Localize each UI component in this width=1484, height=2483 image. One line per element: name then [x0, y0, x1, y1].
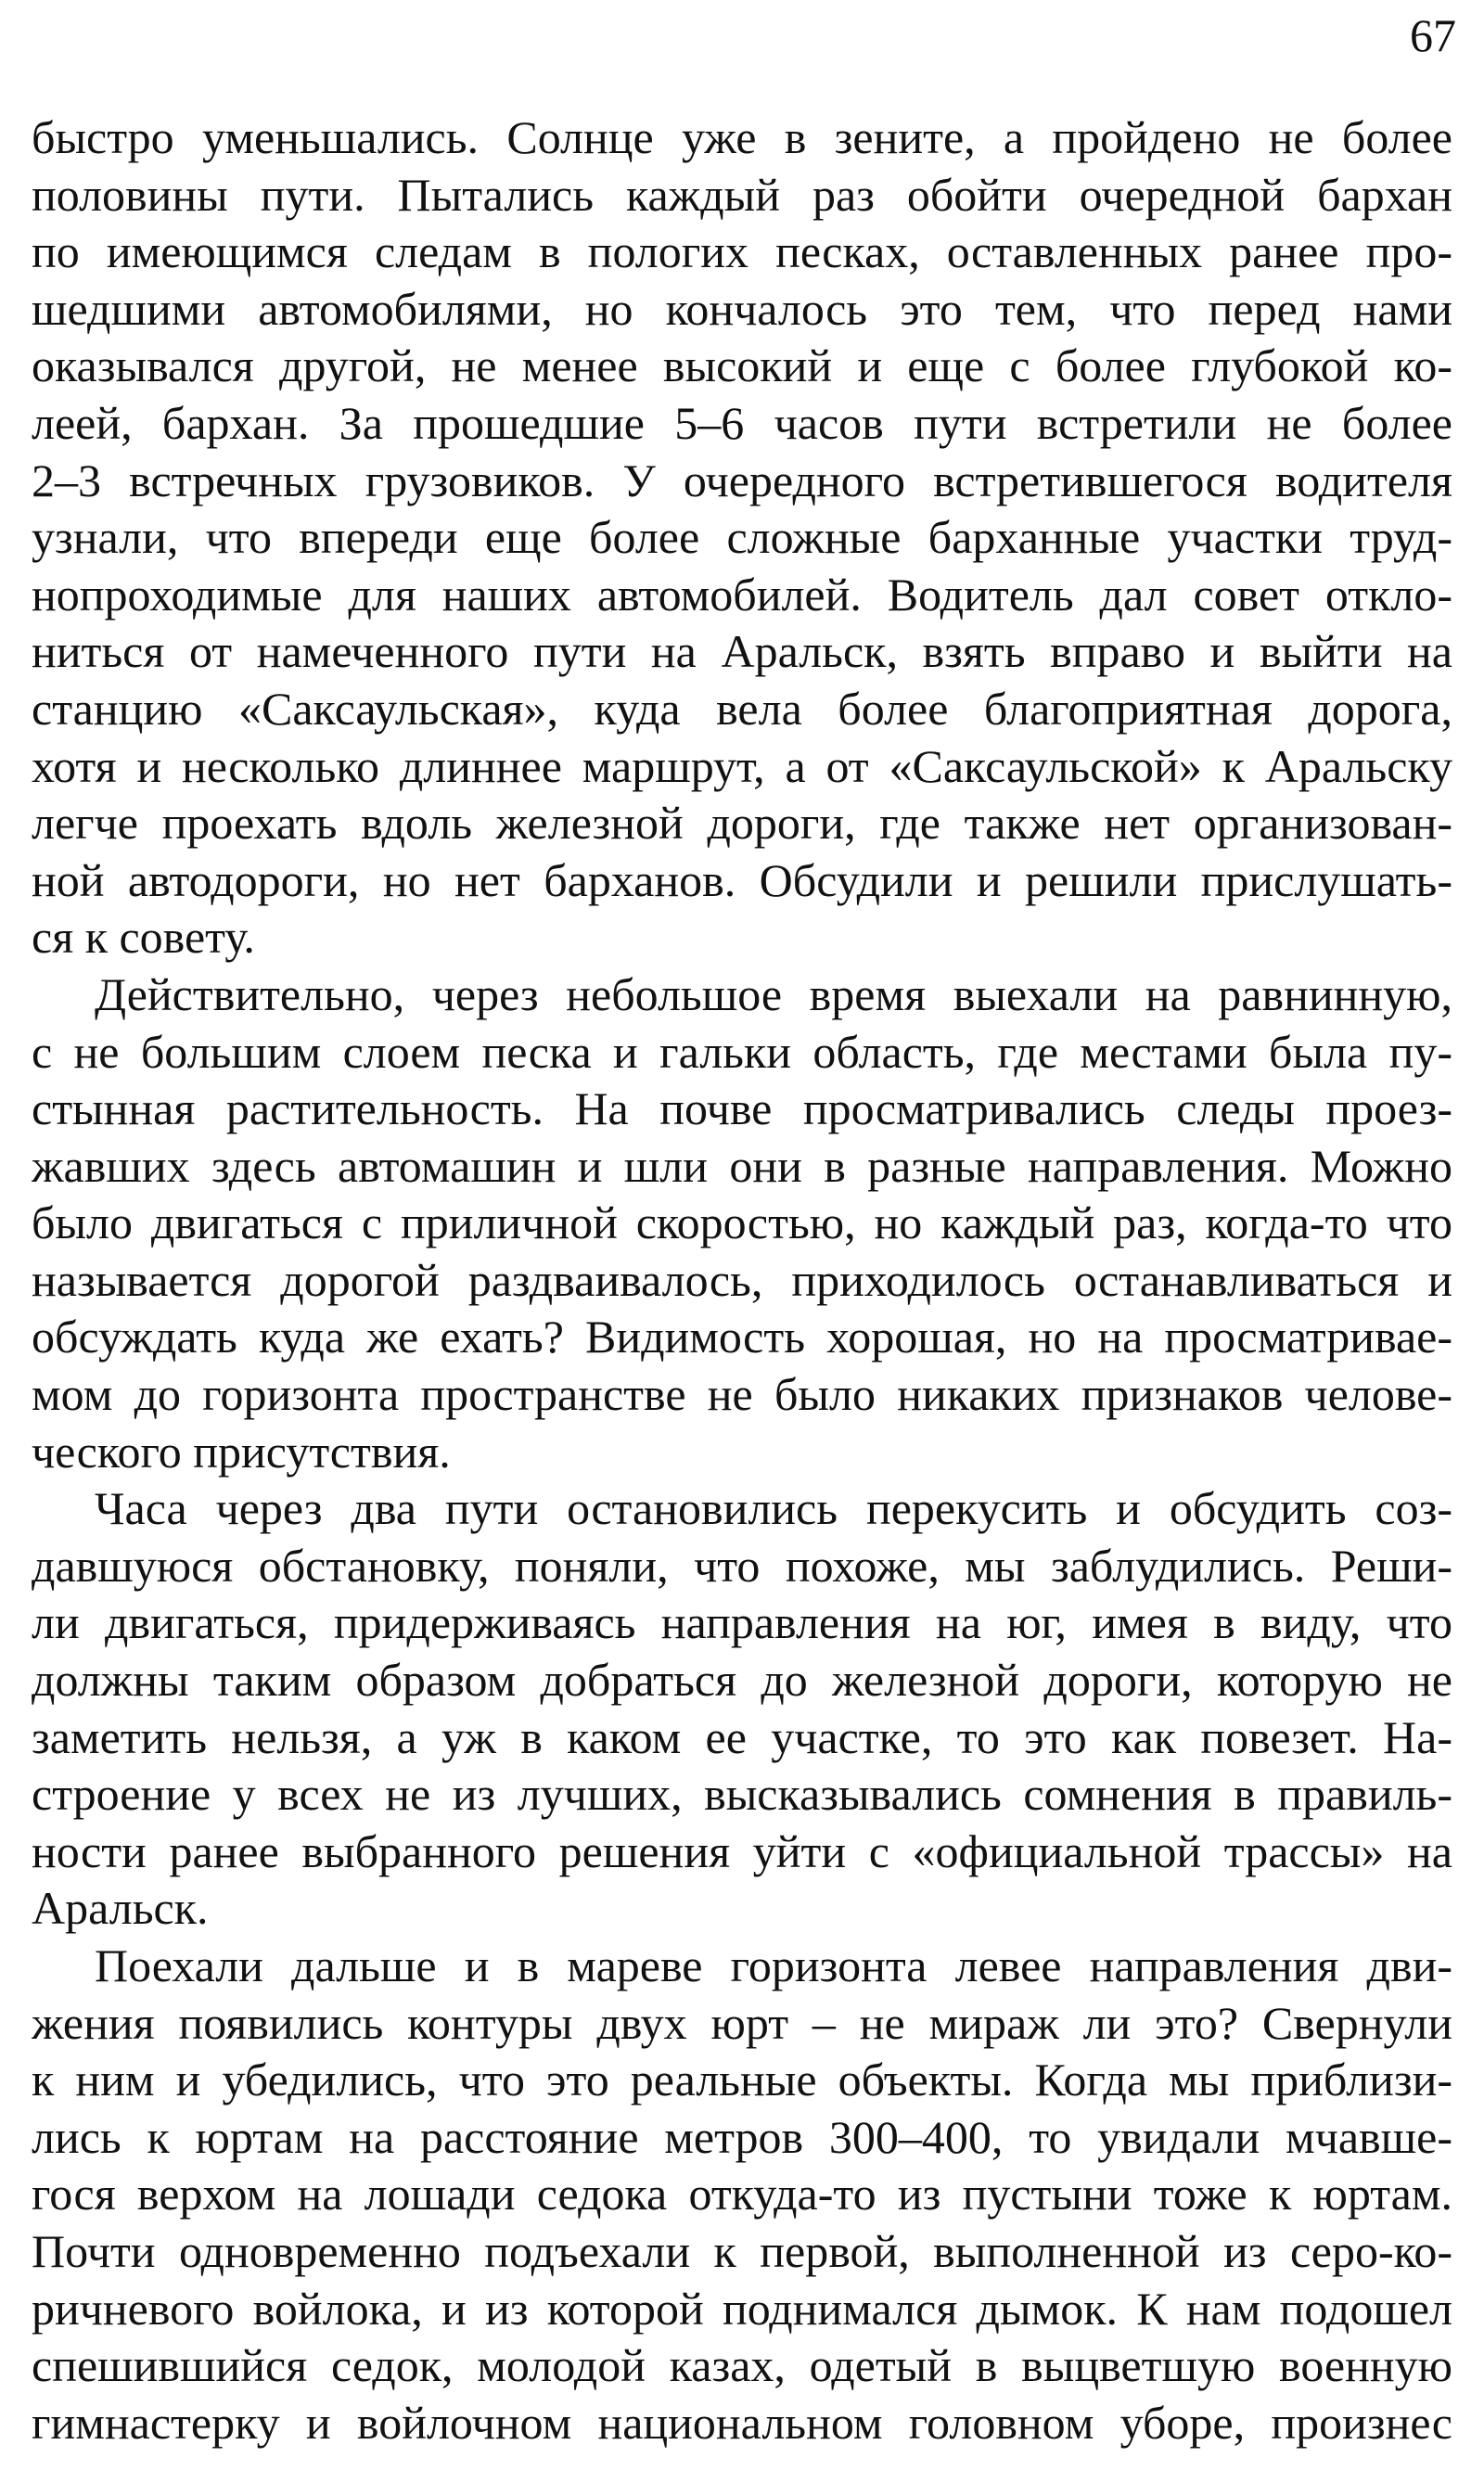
text-line: мом до горизонта пространстве не было никаких признаков челове- [32, 1368, 1452, 1421]
text-line: ли двигаться, придерживаясь направления на юг, имея в виду, что [32, 1596, 1452, 1649]
paragraph [32, 1480, 1452, 1938]
paragraph [32, 966, 1452, 1480]
text-line: Действительно, через небольшое время выехали на равнинную, [95, 967, 1452, 1020]
text-line: ной автодороги, но нет барханов. Обсудили и решили прислушать- [32, 853, 1452, 906]
text-line: узнали, что впереди еще более сложные барханные участки труд- [32, 511, 1452, 564]
text-line: обсуждать куда же ехать? Видимость хорошая, но на просматривае- [32, 1311, 1452, 1363]
text-line: называется дорогой раздваивалось, приходилось останавливаться и [32, 1253, 1452, 1306]
text-line: ческого присутствия. [32, 1425, 451, 1478]
text-line: Аральск. [32, 1882, 209, 1935]
page-number: 67 [1410, 9, 1456, 61]
text-line: половины пути. Пытались каждый раз обойти очередной бархан [32, 168, 1452, 221]
body-text [32, 109, 1452, 2451]
text-line: строение у всех не из лучших, высказывались сомнения в правиль- [32, 1768, 1452, 1821]
text-line: должны таким образом добраться до железной дороги, которую не [32, 1654, 1452, 1707]
text-line: Часа через два пути остановились перекусить и обсудить соз- [95, 1482, 1452, 1535]
text-line: 2–3 встречных грузовиков. У очередного встретившегося водителя [32, 454, 1452, 506]
text-line: гимнастерку и войлочном национальном головном уборе, произнес [32, 2396, 1452, 2449]
paragraph [32, 1938, 1452, 2451]
text-line: быстро уменьшались. Солнце уже в зените, а пройдено не более [32, 111, 1452, 163]
text-line: жения появились контуры двух юрт – не мираж ли это? Свернули [32, 1996, 1452, 2049]
text-line: нопроходимые для наших автомобилей. Водитель дал совет откло- [32, 568, 1452, 621]
text-line: легче проехать вдоль железной дороги, где также нет организован- [32, 797, 1452, 850]
text-line: ричневого войлока, и из которой поднимался дымок. К нам подошел [32, 2282, 1452, 2335]
text-line: ности ранее выбранного решения уйти с «официальной трассы» на [32, 1824, 1452, 1877]
text-line: оказывался другой, не менее высокий и еще с более глубокой ко- [32, 339, 1452, 392]
text-line: гося верхом на лошади седока откуда-то из пустыни тоже к юртам. [32, 2168, 1452, 2221]
text-line: было двигаться с приличной скоростью, но каждый раз, когда-то что [32, 1197, 1452, 1249]
text-line: станцию «Саксаульская», куда вела более благоприятная дорога, [32, 682, 1452, 735]
text-line: Поехали дальше и в мареве горизонта левее направления дви- [95, 1939, 1452, 1991]
text-line: давшуюся обстановку, поняли, что похоже, мы заблудились. Реши- [32, 1539, 1452, 1592]
text-line: к ним и убедились, что это реальные объекты. Когда мы приблизи- [32, 2054, 1452, 2106]
text-line: спешившийся седок, молодой казах, одетый в выцветшую военную [32, 2339, 1452, 2392]
text-line: ся к совету. [32, 911, 255, 964]
text-line: лись к юртам на расстояние метров 300–400, то увидали мчавше- [32, 2110, 1452, 2163]
text-line: шедшими автомобилями, но кончалось это тем, что перед нами [32, 282, 1452, 335]
text-line: хотя и несколько длиннее маршрут, а от «Саксаульской» к Аральску [32, 739, 1452, 792]
text-line: с не большим слоем песка и гальки область, где местами была пу- [32, 1025, 1452, 1078]
text-line: стынная растительность. На почве просматривались следы проез- [32, 1082, 1452, 1135]
text-line: жавших здесь автомашин и шли они в разные направления. Можно [32, 1139, 1452, 1192]
text-line: заметить нельзя, а уж в каком ее участке, то это как повезет. На- [32, 1710, 1452, 1763]
text-line: ниться от намеченного пути на Аральск, взять вправо и выйти на [32, 625, 1452, 678]
paragraph [32, 109, 1452, 966]
text-line: Почти одновременно подъехали к первой, выполненной из серо-ко- [32, 2224, 1452, 2277]
text-line: леей, бархан. За прошедшие 5–6 часов пути встретили не более [32, 396, 1452, 449]
text-line: по имеющимся следам в пологих песках, оставленных ранее про- [32, 225, 1452, 278]
